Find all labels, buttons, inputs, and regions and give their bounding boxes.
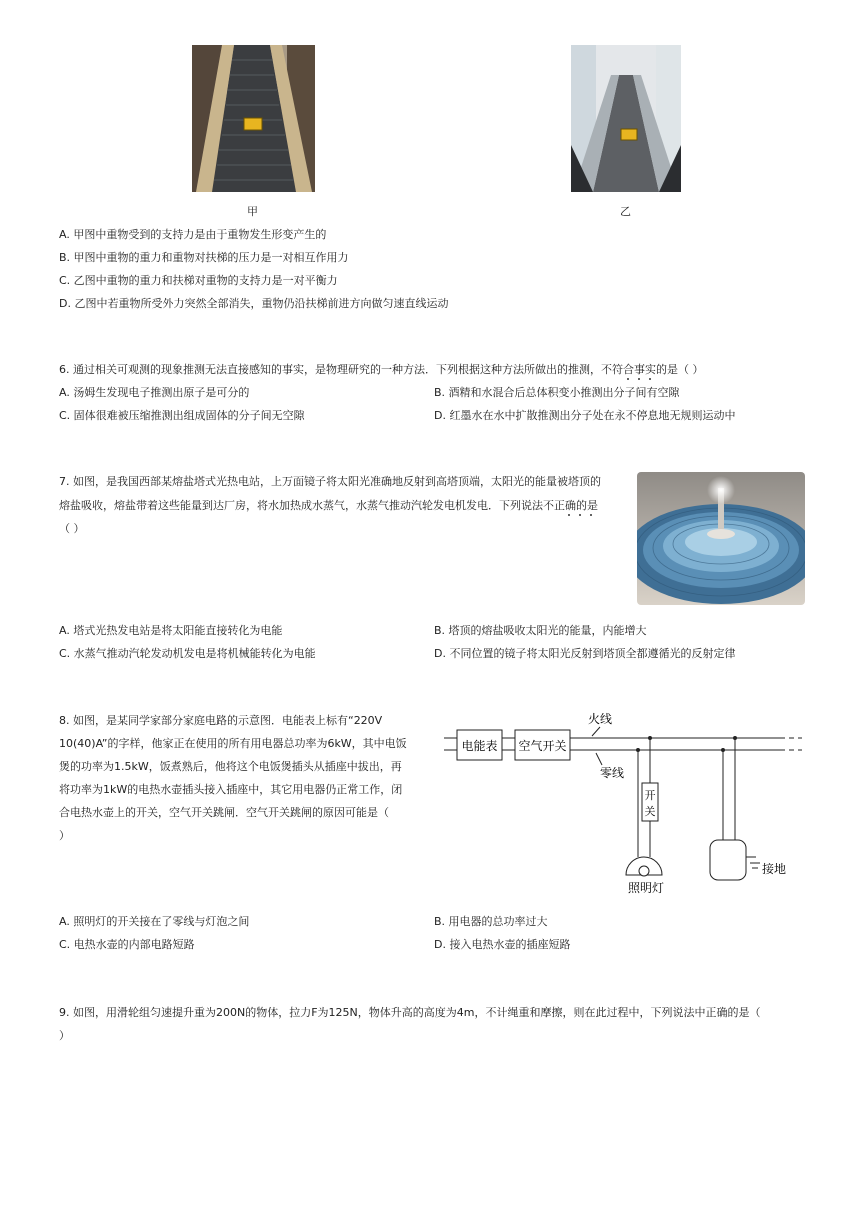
neutral-wire-label: 零线	[600, 766, 625, 780]
emphasis-dot	[627, 378, 629, 380]
q8-stem-line-5: 合电热水壶上的开关，空气开关跳闸．空气开关跳闸的原因可能是（	[59, 806, 389, 819]
emphasis-dot	[568, 514, 570, 516]
q7-option-a: A. 塔式光热发电站是将太阳能直接转化为电能	[59, 624, 283, 637]
emphasis-dot	[590, 514, 592, 516]
kettle-icon	[710, 840, 746, 880]
switch-label-2: 关	[644, 805, 656, 818]
household-circuit-diagram	[440, 705, 810, 900]
lamp-label: 照明灯	[627, 881, 665, 895]
solar-tower-photo	[637, 472, 805, 605]
emphasis-dot	[638, 378, 640, 380]
breaker-label: 空气开关	[518, 739, 567, 753]
q8-option-b: B. 用电器的总功率过大	[434, 915, 548, 928]
q6-option-d: D. 红墨水在水中扩散推测出分子处在永不停息地无规则运动中	[434, 409, 736, 422]
q7-stem-line-1: 7. 如图，是我国西部某熔盐塔式光热电站，上万面镜子将太阳光准确地反射到高塔顶端，太阳光的能量被塔顶的	[59, 475, 601, 488]
figure-caption-right: 乙	[620, 205, 631, 218]
q7-option-c: C. 水蒸气推动汽轮发动机发电是将机械能转化为电能	[59, 647, 316, 660]
emphasis-dot	[579, 514, 581, 516]
q6-option-c: C. 固体很难被压缩推测出组成固体的分子间无空隙	[59, 409, 305, 422]
escalator-photo-left	[192, 45, 315, 192]
q8-stem-line-3: 煲的功率为1.5kW，饭煮熟后，他将这个电饭煲插头从插座中拔出，再	[59, 760, 402, 773]
q7-stem-line-2: 熔盐吸收，熔盐带着这些能量到达厂房，将水加热成水蒸气，水蒸气推动汽轮发电机发电．下列说法不正确的是	[59, 499, 598, 512]
live-wire-label: 火线	[588, 712, 613, 726]
q8-stem-line-4: 将功率为1kW的电热水壶插头接入插座中，其它用电器仍正常工作，闭	[59, 783, 403, 796]
q8-option-d: D. 接入电热水壶的插座短路	[434, 938, 571, 951]
q7-option-d: D. 不同位置的镜子将太阳光反射到塔顶全都遵循光的反射定律	[434, 647, 736, 660]
q8-option-c: C. 电热水壶的内部电路短路	[59, 938, 195, 951]
q8-stem-line-2: 10(40)A”的字样，他家正在使用的所有用电器总功率为6kW，其中电饭	[59, 737, 407, 750]
figure-caption-left: 甲	[247, 205, 258, 218]
meter-label: 电能表	[461, 739, 498, 753]
q9-stem-line-1: 9. 如图，用滑轮组匀速提升重为200N的物体，拉力F为125N，物体升高的高度为4m，不计绳重和摩擦，则在此过程中，下列说法中正确的是（	[59, 1006, 761, 1019]
q8-option-a: A. 照明灯的开关接在了零线与灯泡之间	[59, 915, 250, 928]
q7-stem-line-3: （ ）	[59, 522, 85, 535]
q5-option-b: B. 甲图中重物的重力和重物对扶梯的压力是一对相互作用力	[59, 251, 349, 264]
q6-option-a: A. 汤姆生发现电子推测出原子是可分的	[59, 386, 250, 399]
q5-option-c: C. 乙图中重物的重力和扶梯对重物的支持力是一对平衡力	[59, 274, 338, 287]
moving-walkway-photo-right	[571, 45, 681, 192]
q6-option-b: B. 酒精和水混合后总体积变小推测出分子间有空隙	[434, 386, 680, 399]
q8-stem-line-1: 8. 如图，是某同学家部分家庭电路的示意图．电能表上标有“220V	[59, 714, 383, 727]
q5-option-d: D. 乙图中若重物所受外力突然全部消失，重物仍沿扶梯前进方向做匀速直线运动	[59, 297, 449, 310]
q5-option-a: A. 甲图中重物受到的支持力是由于重物发生形变产生的	[59, 228, 327, 241]
q9-stem-line-2: ）	[59, 1029, 70, 1042]
ground-label: 接地	[762, 862, 787, 876]
q7-option-b: B. 塔顶的熔盐吸收太阳光的能量，内能增大	[434, 624, 647, 637]
q6-stem: 6. 通过相关可观测的现象推测无法直接感知的事实，是物理研究的一种方法．下列根据这种方法所做出的推测，不符合事实的是（ ）	[59, 363, 704, 376]
q8-stem-line-6: ）	[59, 829, 70, 842]
switch-label-1: 开	[644, 789, 656, 802]
emphasis-dot	[649, 378, 651, 380]
